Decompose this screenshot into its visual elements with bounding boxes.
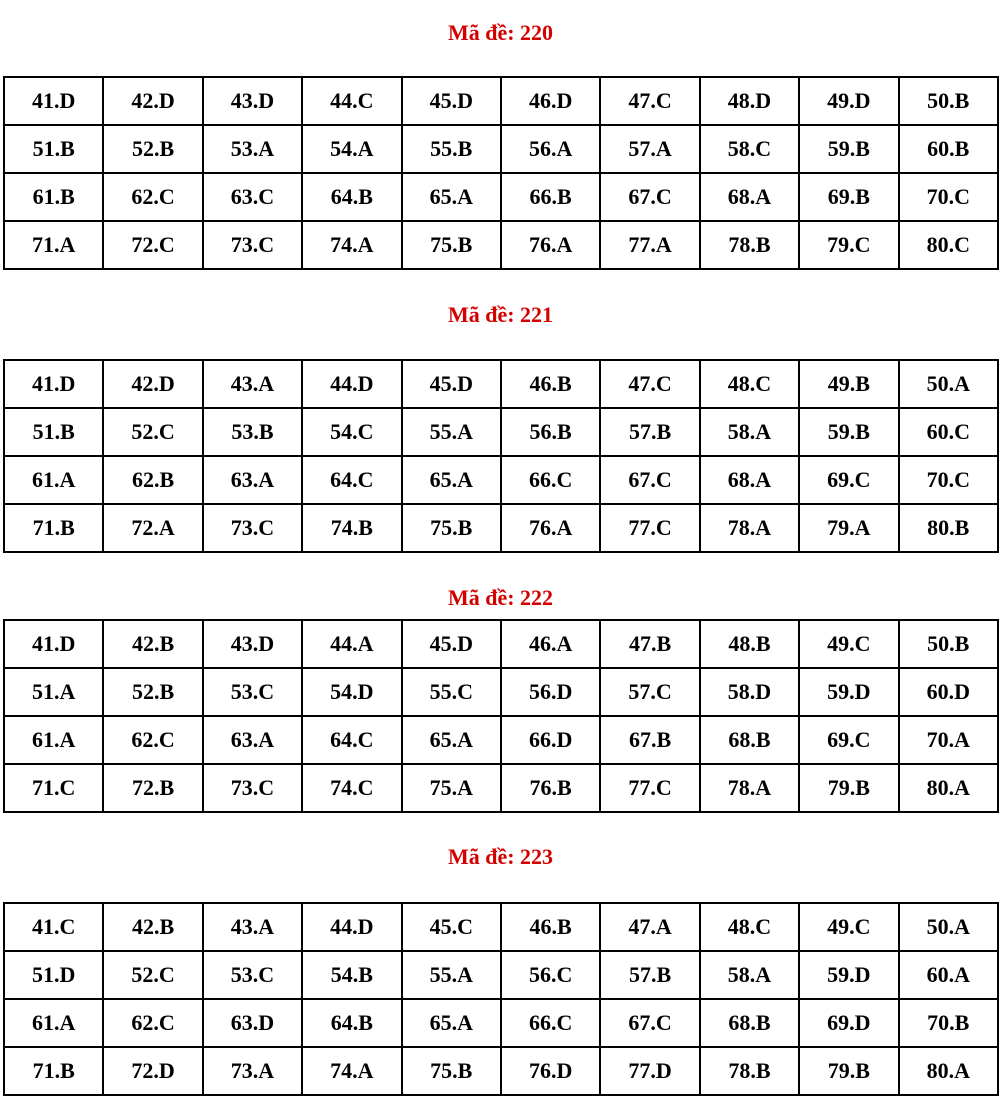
answer-cell: 72.C	[103, 221, 202, 269]
table-row	[4, 1047, 998, 1095]
answer-cell: 63.A	[203, 456, 302, 504]
answer-cell: 55.A	[402, 408, 501, 456]
table-row	[4, 504, 998, 552]
answer-cell: 65.A	[402, 173, 501, 221]
answer-cell: 67.C	[600, 173, 699, 221]
answer-cell: 78.A	[700, 764, 799, 812]
answer-cell: 56.B	[501, 408, 600, 456]
answer-table	[3, 619, 999, 813]
answer-cell: 58.A	[700, 408, 799, 456]
answer-cell: 53.B	[203, 408, 302, 456]
answer-cell: 47.C	[600, 77, 699, 125]
answer-cell: 60.B	[899, 125, 998, 173]
answer-cell: 46.D	[501, 77, 600, 125]
answer-cell: 46.B	[501, 903, 600, 951]
answer-cell: 57.B	[600, 408, 699, 456]
answer-cell: 51.B	[4, 408, 103, 456]
answer-cell: 80.B	[899, 504, 998, 552]
answer-cell: 49.B	[799, 360, 898, 408]
answer-cell: 78.B	[700, 1047, 799, 1095]
answer-cell: 65.A	[402, 456, 501, 504]
answer-cell: 54.B	[302, 951, 401, 999]
table-row	[4, 668, 998, 716]
answer-cell: 69.C	[799, 716, 898, 764]
answer-cell: 66.C	[501, 456, 600, 504]
table-row	[4, 173, 998, 221]
answer-cell: 66.D	[501, 716, 600, 764]
answer-table	[3, 76, 999, 270]
answer-cell: 43.D	[203, 77, 302, 125]
answer-cell: 76.D	[501, 1047, 600, 1095]
answer-cell: 66.C	[501, 999, 600, 1047]
answer-cell: 49.D	[799, 77, 898, 125]
answer-cell: 44.A	[302, 620, 401, 668]
answer-cell: 41.D	[4, 360, 103, 408]
answer-cell: 76.A	[501, 221, 600, 269]
answer-cell: 62.C	[103, 999, 202, 1047]
answer-cell: 64.B	[302, 173, 401, 221]
answer-cell: 68.A	[700, 456, 799, 504]
answer-cell: 59.B	[799, 408, 898, 456]
answer-cell: 68.A	[700, 173, 799, 221]
answer-cell: 45.D	[402, 77, 501, 125]
answer-cell: 63.C	[203, 173, 302, 221]
answer-cell: 51.D	[4, 951, 103, 999]
answer-cell: 54.C	[302, 408, 401, 456]
answer-cell: 78.B	[700, 221, 799, 269]
answer-cell: 77.C	[600, 764, 699, 812]
answer-cell: 42.D	[103, 360, 202, 408]
answer-cell: 67.C	[600, 999, 699, 1047]
answer-cell: 71.A	[4, 221, 103, 269]
answer-cell: 56.D	[501, 668, 600, 716]
answer-cell: 47.A	[600, 903, 699, 951]
answer-cell: 73.A	[203, 1047, 302, 1095]
answer-cell: 52.B	[103, 125, 202, 173]
answer-cell: 47.C	[600, 360, 699, 408]
answer-cell: 44.D	[302, 903, 401, 951]
answer-cell: 74.B	[302, 504, 401, 552]
answer-cell: 54.A	[302, 125, 401, 173]
answer-cell: 74.A	[302, 221, 401, 269]
answer-cell: 70.C	[899, 456, 998, 504]
answer-cell: 41.C	[4, 903, 103, 951]
answer-cell: 79.B	[799, 764, 898, 812]
answer-cell: 48.D	[700, 77, 799, 125]
table-row	[4, 620, 998, 668]
answer-cell: 80.A	[899, 764, 998, 812]
table-row	[4, 221, 998, 269]
answer-cell: 60.D	[899, 668, 998, 716]
answer-cell: 53.A	[203, 125, 302, 173]
answer-cell: 69.B	[799, 173, 898, 221]
answer-cell: 60.A	[899, 951, 998, 999]
answer-cell: 50.A	[899, 360, 998, 408]
table-row	[4, 951, 998, 999]
answer-cell: 59.D	[799, 951, 898, 999]
answer-cell: 55.A	[402, 951, 501, 999]
answer-cell: 56.C	[501, 951, 600, 999]
answer-cell: 53.C	[203, 951, 302, 999]
answer-cell: 71.C	[4, 764, 103, 812]
answer-cell: 52.C	[103, 951, 202, 999]
answer-cell: 42.B	[103, 620, 202, 668]
answer-cell: 76.A	[501, 504, 600, 552]
answer-cell: 72.D	[103, 1047, 202, 1095]
answer-cell: 48.B	[700, 620, 799, 668]
answer-cell: 52.C	[103, 408, 202, 456]
answer-cell: 44.D	[302, 360, 401, 408]
table-row	[4, 408, 998, 456]
answer-cell: 47.B	[600, 620, 699, 668]
answer-cell: 64.C	[302, 456, 401, 504]
answer-cell: 75.A	[402, 764, 501, 812]
answer-cell: 77.C	[600, 504, 699, 552]
answer-cell: 70.B	[899, 999, 998, 1047]
answer-table	[3, 902, 999, 1096]
table-row	[4, 77, 998, 125]
answer-cell: 57.A	[600, 125, 699, 173]
answer-cell: 42.D	[103, 77, 202, 125]
answer-cell: 45.C	[402, 903, 501, 951]
answer-cell: 46.B	[501, 360, 600, 408]
answer-cell: 46.A	[501, 620, 600, 668]
answer-cell: 74.C	[302, 764, 401, 812]
answer-cell: 54.D	[302, 668, 401, 716]
answer-cell: 77.A	[600, 221, 699, 269]
answer-cell: 74.A	[302, 1047, 401, 1095]
answer-cell: 65.A	[402, 716, 501, 764]
answer-cell: 78.A	[700, 504, 799, 552]
answer-cell: 65.A	[402, 999, 501, 1047]
answer-cell: 63.A	[203, 716, 302, 764]
exam-code-title: Mã đề: 223	[447, 844, 554, 869]
answer-cell: 52.B	[103, 668, 202, 716]
answer-cell: 64.C	[302, 716, 401, 764]
answer-cell: 80.C	[899, 221, 998, 269]
exam-code-title: Mã đề: 221	[447, 302, 554, 327]
answer-cell: 41.D	[4, 620, 103, 668]
answer-cell: 56.A	[501, 125, 600, 173]
answer-cell: 68.B	[700, 716, 799, 764]
answer-cell: 67.B	[600, 716, 699, 764]
answer-cell: 69.C	[799, 456, 898, 504]
answer-cell: 63.D	[203, 999, 302, 1047]
answer-table	[3, 359, 999, 553]
table-row	[4, 903, 998, 951]
answer-cell: 61.A	[4, 716, 103, 764]
answer-cell: 53.C	[203, 668, 302, 716]
answer-cell: 64.B	[302, 999, 401, 1047]
answer-cell: 49.C	[799, 903, 898, 951]
answer-cell: 55.B	[402, 125, 501, 173]
answer-cell: 75.B	[402, 1047, 501, 1095]
table-row	[4, 125, 998, 173]
answer-cell: 57.C	[600, 668, 699, 716]
table-row	[4, 716, 998, 764]
answer-cell: 43.A	[203, 360, 302, 408]
answer-cell: 61.A	[4, 456, 103, 504]
answer-cell: 61.B	[4, 173, 103, 221]
answer-cell: 49.C	[799, 620, 898, 668]
answer-cell: 66.B	[501, 173, 600, 221]
answer-cell: 51.A	[4, 668, 103, 716]
answer-cell: 48.C	[700, 360, 799, 408]
answer-cell: 72.A	[103, 504, 202, 552]
answer-cell: 70.C	[899, 173, 998, 221]
answer-cell: 79.C	[799, 221, 898, 269]
table-row	[4, 456, 998, 504]
answer-cell: 79.A	[799, 504, 898, 552]
answer-cell: 75.B	[402, 221, 501, 269]
answer-cell: 75.B	[402, 504, 501, 552]
answer-cell: 50.B	[899, 77, 998, 125]
answer-cell: 58.D	[700, 668, 799, 716]
answer-cell: 51.B	[4, 125, 103, 173]
exam-code-title: Mã đề: 220	[447, 20, 554, 45]
answer-cell: 62.C	[103, 716, 202, 764]
table-row	[4, 764, 998, 812]
answer-cell: 43.D	[203, 620, 302, 668]
answer-cell: 62.C	[103, 173, 202, 221]
answer-cell: 45.D	[402, 360, 501, 408]
answer-cell: 72.B	[103, 764, 202, 812]
answer-cell: 79.B	[799, 1047, 898, 1095]
answer-cell: 80.A	[899, 1047, 998, 1095]
answer-cell: 55.C	[402, 668, 501, 716]
answer-cell: 58.A	[700, 951, 799, 999]
answer-cell: 45.D	[402, 620, 501, 668]
exam-code-title: Mã đề: 222	[447, 585, 554, 610]
answer-cell: 57.B	[600, 951, 699, 999]
answer-cell: 43.A	[203, 903, 302, 951]
answer-cell: 71.B	[4, 504, 103, 552]
answer-cell: 42.B	[103, 903, 202, 951]
answer-cell: 77.D	[600, 1047, 699, 1095]
answer-cell: 61.A	[4, 999, 103, 1047]
answer-cell: 59.B	[799, 125, 898, 173]
answer-cell: 59.D	[799, 668, 898, 716]
answer-cell: 76.B	[501, 764, 600, 812]
table-row	[4, 999, 998, 1047]
answer-cell: 67.C	[600, 456, 699, 504]
answer-cell: 73.C	[203, 221, 302, 269]
answer-cell: 71.B	[4, 1047, 103, 1095]
answer-cell: 58.C	[700, 125, 799, 173]
answer-cell: 68.B	[700, 999, 799, 1047]
answer-cell: 73.C	[203, 764, 302, 812]
answer-cell: 62.B	[103, 456, 202, 504]
answer-cell: 48.C	[700, 903, 799, 951]
answer-cell: 60.C	[899, 408, 998, 456]
answer-cell: 50.B	[899, 620, 998, 668]
answer-cell: 44.C	[302, 77, 401, 125]
answer-cell: 73.C	[203, 504, 302, 552]
answer-cell: 50.A	[899, 903, 998, 951]
answer-cell: 70.A	[899, 716, 998, 764]
table-row	[4, 360, 998, 408]
answer-cell: 41.D	[4, 77, 103, 125]
answer-cell: 69.D	[799, 999, 898, 1047]
